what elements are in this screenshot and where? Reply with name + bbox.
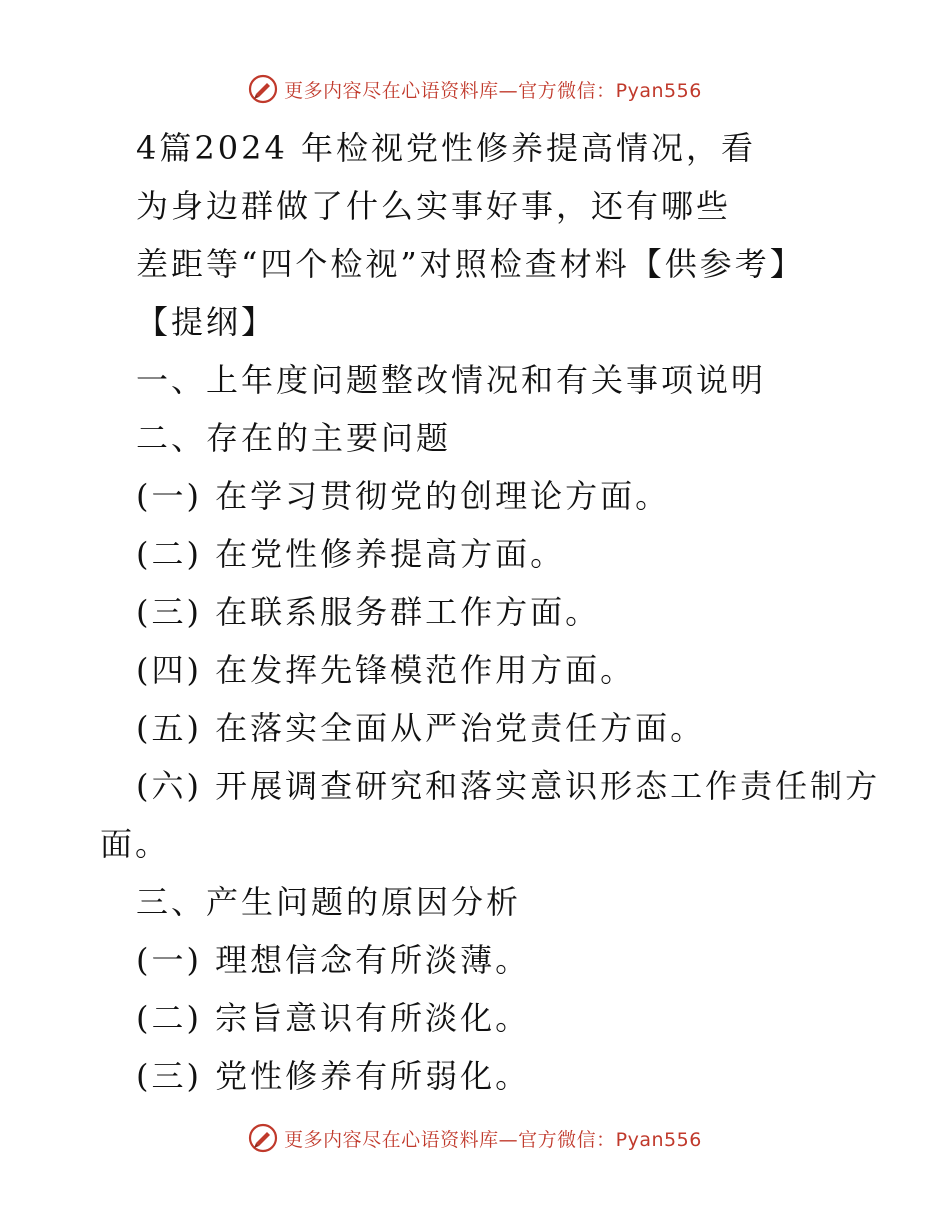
title-line-2: 为身边群做了什么实事好事，还有哪些: [136, 187, 732, 225]
outline-item: (二) 在党性修养提高方面。: [136, 535, 566, 573]
outline-item: 二、存在的主要问题: [136, 419, 452, 457]
outline-item: (三) 党性修养有所弱化。: [136, 1057, 531, 1095]
outline-item: (四) 在发挥先锋模范作用方面。: [136, 651, 636, 689]
outline-item: (一) 在学习贯彻党的创理论方面。: [136, 477, 671, 515]
pen-logo-icon: [248, 74, 278, 104]
watermark-text: 更多内容尽在心语资料库—官方微信：Pyan556: [284, 79, 702, 102]
outline-item: (一) 理想信念有所淡薄。: [136, 941, 531, 979]
outline-item: (二) 宗旨意识有所淡化。: [136, 999, 531, 1037]
outline-item-continuation: 面。: [100, 825, 171, 863]
pen-logo-icon: [248, 1123, 278, 1153]
title-line-3: 差距等“四个检视”对照检查材料【供参考】: [136, 245, 805, 283]
outline-item: 三、产生问题的原因分析: [136, 883, 522, 921]
outline-item: 一、上年度问题整改情况和有关事项说明: [136, 361, 767, 399]
header-watermark: [0, 74, 950, 104]
watermark-text: 更多内容尽在心语资料库—官方微信：Pyan556: [284, 1128, 702, 1151]
outline-item: (六) 开展调查研究和落实意识形态工作责任制方: [136, 767, 881, 805]
outline-item: (五) 在落实全面从严治党责任方面。: [136, 709, 706, 747]
outline-heading: 【提纲】: [136, 303, 277, 341]
footer-watermark: [0, 1123, 950, 1153]
outline-item: (三) 在联系服务群工作方面。: [136, 593, 601, 631]
title-line-1: 4篇2024 年检视党性修养提高情况，看: [136, 129, 756, 167]
